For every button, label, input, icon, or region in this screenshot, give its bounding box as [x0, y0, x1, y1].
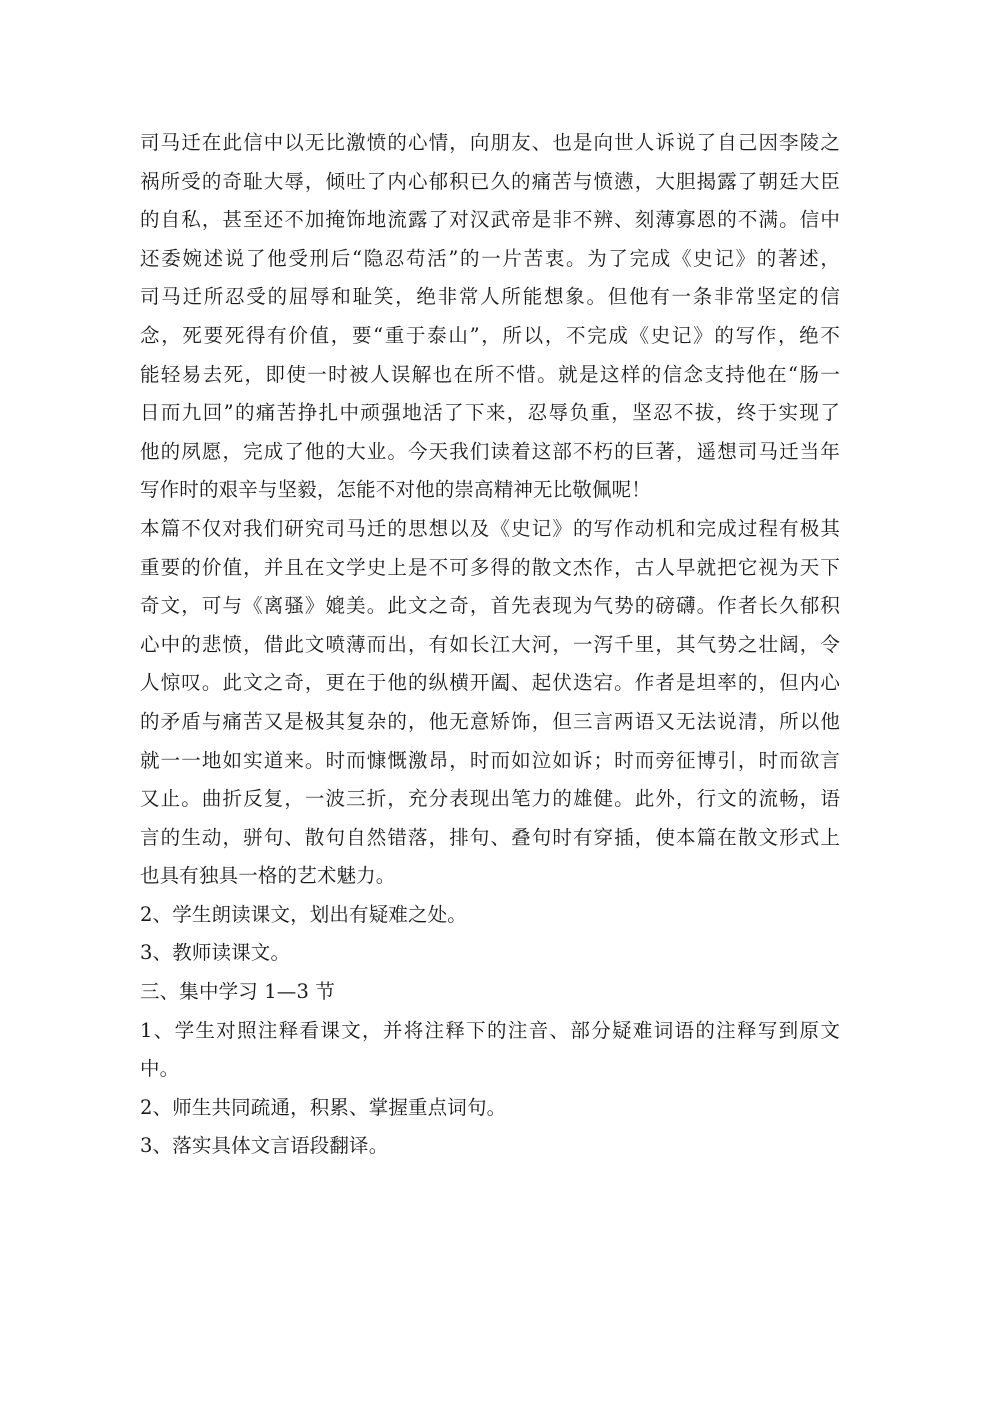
text-line: 的自私，甚至还不加掩饰地流露了对汉武帝是非不辨、刻薄寡恩的不满。信中 — [140, 208, 840, 232]
text-line: 司马迁在此信中以无比激愤的心情，向朋友、也是向世人诉说了自己因李陵之 — [140, 131, 840, 154]
paragraph-sima-qian-letter — [140, 124, 840, 510]
section-heading: 三、集中学习 1—3 节 — [140, 980, 336, 1004]
text-line: 1、学生对照注释看课文，并将注释下的注音、部分疑难词语的注释写到原文 — [140, 1018, 840, 1042]
text-line: 念，死要死得有价值，要“重于泰山”，所以，不完成《史记》的写作，绝不 — [140, 323, 840, 347]
text-line: 祸所受的奇耻大辱，倾吐了内心郁积已久的痛苦与愤懑，大胆揭露了朝廷大臣 — [140, 169, 840, 193]
list-item-s3-step-1 — [140, 1012, 840, 1089]
text-line: 就一一地如实道来。时而慷慨激昂，时而如泣如诉；时而旁征博引，时而欲言 — [140, 748, 840, 772]
text-line: 日而九回”的痛苦挣扎中顽强地活了下来，忍辱负重，坚忍不拔，终于实现了 — [140, 401, 840, 425]
paragraph-literary-value — [140, 510, 840, 896]
text-line: 本篇不仅对我们研究司马迁的思想以及《史记》的写作动机和完成过程有极其 — [140, 516, 840, 540]
text-line: 他的夙愿，完成了他的大业。今天我们读着这部不朽的巨著，遥想司马迁当年 — [140, 439, 840, 463]
list-item-s3-step-3: 3、落实具体文言语段翻译。 — [140, 1134, 389, 1158]
document-page — [140, 124, 840, 1166]
text-line: 也具有独具一格的艺术魅力。 — [140, 864, 396, 888]
text-line: 能轻易去死，即使一时被人误解也在所不惜。就是这样的信念支持他在“肠一 — [140, 362, 840, 386]
text-line: 中。 — [140, 1057, 180, 1081]
text-line: 人惊叹。此文之奇，更在于他的纵横开阖、起伏迭宕。作者是坦率的，但内心 — [140, 671, 840, 695]
text-line: 心中的悲愤，借此文喷薄而出，有如长江大河，一泻千里，其气势之壮阔，令 — [140, 632, 840, 656]
text-line: 又止。曲折反复，一波三折，充分表现出笔力的雄健。此外，行文的流畅，语 — [140, 787, 840, 811]
text-line: 写作时的艰辛与坚毅，怎能不对他的崇高精神无比敬佩呢！ — [140, 478, 651, 502]
text-line: 还委婉述说了他受刑后“隐忍苟活”的一片苦衷。为了完成《史记》的著述， — [140, 246, 840, 270]
list-item-step-2: 2、学生朗读课文，划出有疑难之处。 — [140, 902, 467, 926]
text-line: 的矛盾与痛苦又是极其复杂的，他无意矫饰，但三言两语又无法说清，所以他 — [140, 709, 840, 733]
list-item-s3-step-2: 2、师生共同疏通，积累、掌握重点词句。 — [140, 1095, 507, 1119]
list-item-step-3: 3、教师读课文。 — [140, 941, 291, 965]
text-line: 重要的价值，并且在文学史上是不可多得的散文杰作，古人早就把它视为天下 — [140, 555, 840, 579]
text-line: 奇文，可与《离骚》媲美。此文之奇，首先表现为气势的磅礴。作者长久郁积 — [140, 594, 840, 618]
text-line: 司马迁所忍受的屈辱和耻笑，绝非常人所能想象。但他有一条非常坚定的信 — [140, 285, 840, 309]
text-line: 言的生动，骈句、散句自然错落，排句、叠句时有穿插，使本篇在散文形式上 — [140, 825, 840, 849]
